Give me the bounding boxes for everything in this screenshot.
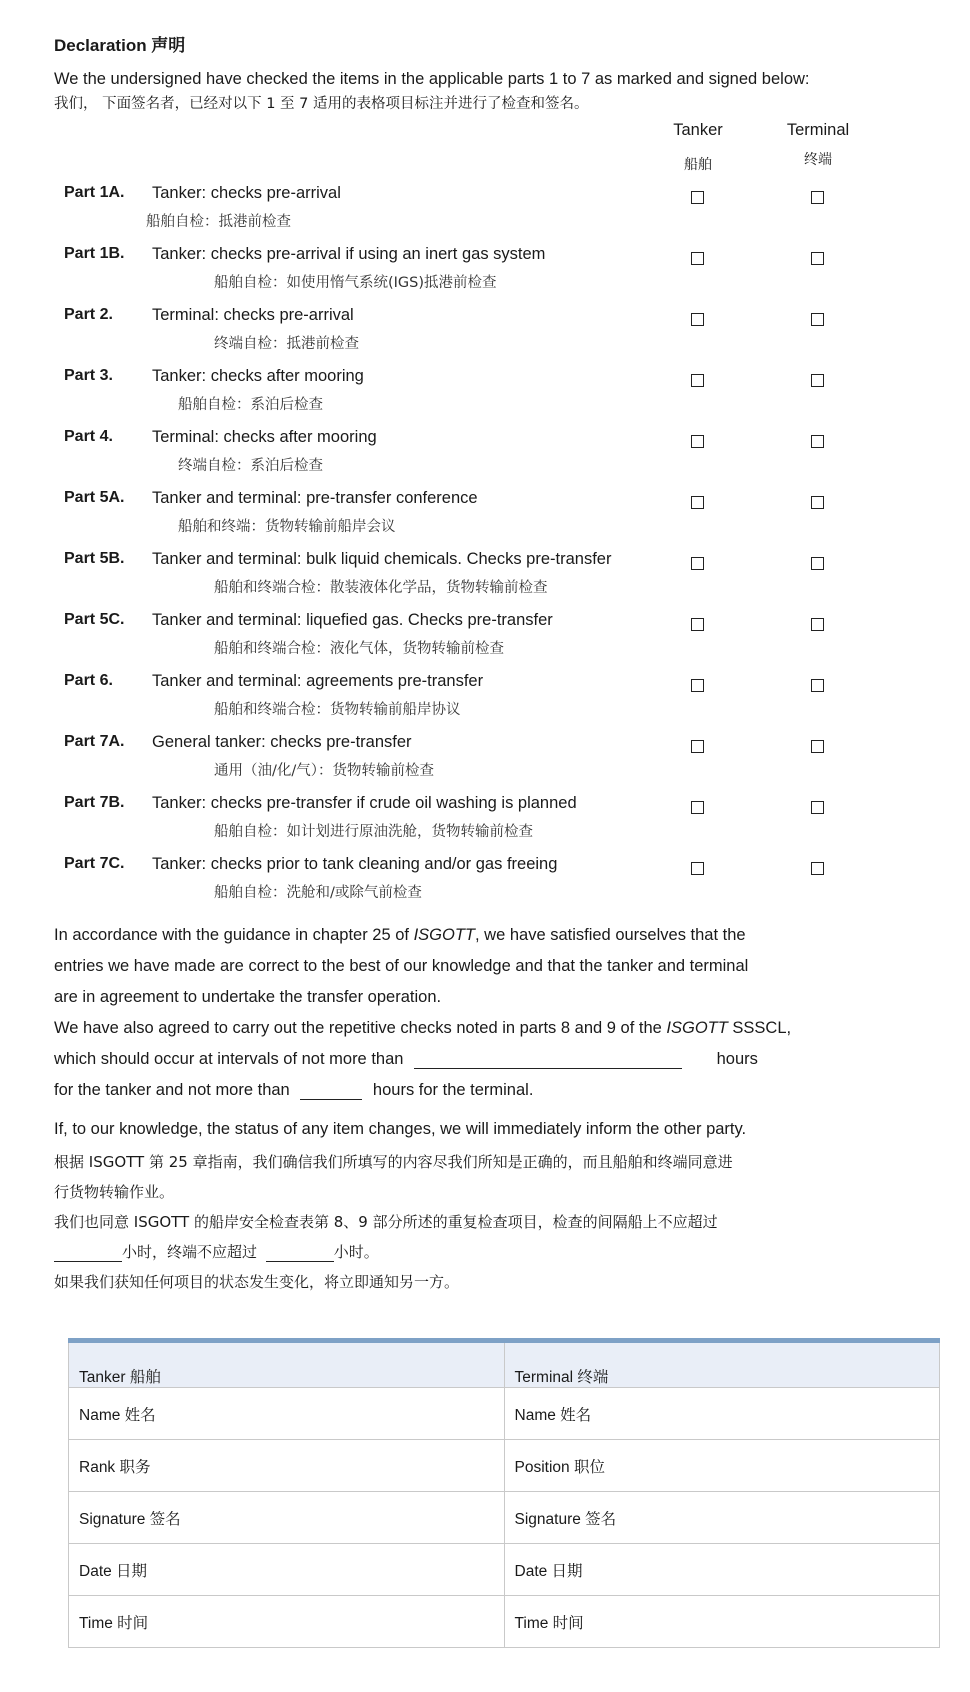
terminal-checkbox[interactable] (811, 801, 824, 814)
agreement-paragraph-2-line-2: which should occur at intervals of not more than hours (54, 1050, 758, 1068)
tanker-name-field[interactable]: Name 姓名 (69, 1388, 505, 1440)
tanker-checkbox[interactable] (691, 679, 704, 692)
part-description-en: Tanker: checks pre-transfer if crude oil washing is planned (152, 794, 577, 812)
terminal-position-field[interactable]: Position 职位 (504, 1440, 940, 1492)
terminal-checkbox[interactable] (811, 557, 824, 570)
part-description-en: Tanker: checks after mooring (152, 367, 364, 385)
part-label: Part 3. (64, 367, 113, 384)
tanker-date-field[interactable]: Date 日期 (69, 1544, 505, 1596)
part-label: Part 1B. (64, 245, 125, 262)
terminal-checkbox[interactable] (811, 191, 824, 204)
part-description-zh: 船舶和终端：货物转输前船岸会议 (178, 519, 396, 535)
signature-row (69, 1544, 940, 1596)
signature-table (68, 1338, 940, 1648)
agreement-paragraph-2-line-3: for the tanker and not more than hours for the terminal. (54, 1081, 534, 1099)
tanker-checkbox[interactable] (691, 557, 704, 570)
tanker-checkbox[interactable] (691, 252, 704, 265)
part-label: Part 7C. (64, 855, 125, 872)
part-label: Part 5B. (64, 550, 125, 567)
tanker-hours-blank[interactable] (414, 1052, 682, 1069)
part-description-en: General tanker: checks pre-transfer (152, 733, 412, 751)
page-title: Declaration 声明 (54, 36, 186, 55)
part-label: Part 7A. (64, 733, 125, 750)
tanker-checkbox[interactable] (691, 435, 704, 448)
part-description-zh: 船舶自检：如计划进行原油洗舱，货物转输前检查 (214, 824, 533, 840)
tanker-rank-field[interactable]: Rank 职务 (69, 1440, 505, 1492)
tanker-signature-field[interactable]: Signature 签名 (69, 1492, 505, 1544)
part-label: Part 5C. (64, 611, 125, 628)
tanker-checkbox[interactable] (691, 801, 704, 814)
signature-row (69, 1596, 940, 1648)
terminal-checkbox[interactable] (811, 740, 824, 753)
tanker-checkbox[interactable] (691, 740, 704, 753)
part-description-zh: 船舶和终端合检：液化气体，货物转输前检查 (214, 641, 504, 657)
part-description-en: Terminal: checks after mooring (152, 428, 377, 446)
part-description-en: Terminal: checks pre-arrival (152, 306, 354, 324)
part-description-zh: 通用（油/化/气）：货物转输前检查 (214, 763, 435, 779)
tanker-signature-header: Tanker 船舶 (69, 1341, 505, 1388)
part-description-en: Tanker and terminal: bulk liquid chemicals. Checks pre-transfer (152, 550, 612, 568)
part-label: Part 2. (64, 306, 113, 323)
tanker-checkbox[interactable] (691, 191, 704, 204)
terminal-checkbox[interactable] (811, 435, 824, 448)
signature-row (69, 1388, 940, 1440)
part-label: Part 4. (64, 428, 113, 445)
tanker-time-field[interactable]: Time 时间 (69, 1596, 505, 1648)
terminal-name-field[interactable]: Name 姓名 (504, 1388, 940, 1440)
part-description-en: Tanker and terminal: pre-transfer conference (152, 489, 478, 507)
terminal-checkbox[interactable] (811, 618, 824, 631)
terminal-checkbox[interactable] (811, 679, 824, 692)
part-label: Part 1A. (64, 184, 125, 201)
signature-row (69, 1492, 940, 1544)
part-description-en: Tanker and terminal: agreements pre-transfer (152, 672, 484, 690)
intro-text-en: We the undersigned have checked the items in the applicable parts 1 to 7 as marked and signed below: (54, 70, 810, 88)
part-description-zh: 船舶自检：抵港前检查 (146, 214, 291, 230)
terminal-checkbox[interactable] (811, 374, 824, 387)
agreement-zh-line-3: 我们也同意 ISGOTT 的船岸安全检查表第 8、9 部分所述的重复检查项目，检查的间隔船上不应超过 (54, 1213, 718, 1231)
part-description-zh: 船舶自检：洗舱和/或除气前检查 (214, 885, 422, 901)
tanker-checkbox[interactable] (691, 618, 704, 631)
part-description-zh: 船舶自检：如使用惰气系统(IGS)抵港前检查 (214, 275, 497, 291)
part-label: Part 6. (64, 672, 113, 689)
terminal-signature-header: Terminal 终端 (504, 1341, 940, 1388)
terminal-date-field[interactable]: Date 日期 (504, 1544, 940, 1596)
tanker-hours-blank-zh[interactable] (54, 1245, 122, 1262)
terminal-signature-field[interactable]: Signature 签名 (504, 1492, 940, 1544)
agreement-zh-line-1: 根据 ISGOTT 第 25 章指南，我们确信我们所填写的内容尽我们所知是正确的，而且船舶和终端同意进 (54, 1153, 733, 1171)
agreement-paragraph-1-line-1: In accordance with the guidance in chapter 25 of ISGOTT, we have satisfied ourselves that the (54, 926, 746, 944)
agreement-paragraph-3: If, to our knowledge, the status of any item changes, we will immediately inform the other party. (54, 1120, 747, 1138)
part-description-en: Tanker: checks pre-arrival (152, 184, 341, 202)
terminal-checkbox[interactable] (811, 313, 824, 326)
signature-row (69, 1440, 940, 1492)
terminal-checkbox[interactable] (811, 862, 824, 875)
part-description-en: Tanker: checks prior to tank cleaning and/or gas freeing (152, 855, 558, 873)
tanker-checkbox[interactable] (691, 313, 704, 326)
part-description-zh: 终端自检：系泊后检查 (178, 458, 323, 474)
part-label: Part 7B. (64, 794, 125, 811)
terminal-checkbox[interactable] (811, 496, 824, 509)
column-header-terminal: Terminal (786, 121, 850, 139)
agreement-paragraph-1-line-2: entries we have made are correct to the best of our knowledge and that the tanker and terminal (54, 957, 749, 975)
agreement-zh-line-2: 行货物转输作业。 (54, 1183, 175, 1201)
agreement-zh-line-5: 如果我们获知任何项目的状态发生变化，将立即通知另一方。 (54, 1273, 460, 1291)
tanker-checkbox[interactable] (691, 496, 704, 509)
part-description-zh: 船舶自检：系泊后检查 (178, 397, 323, 413)
column-header-terminal-zh: 终端 (804, 152, 832, 168)
terminal-checkbox[interactable] (811, 252, 824, 265)
column-header-tanker-zh: 船舶 (684, 157, 712, 173)
tanker-checkbox[interactable] (691, 862, 704, 875)
part-description-zh: 终端自检：抵港前检查 (214, 336, 359, 352)
terminal-hours-blank[interactable] (300, 1083, 362, 1100)
agreement-paragraph-1-line-3: are in agreement to undertake the transfer operation. (54, 988, 442, 1006)
agreement-paragraph-2-line-1: We have also agreed to carry out the repetitive checks noted in parts 8 and 9 of the ISGOTT SSSCL, (54, 1019, 792, 1037)
terminal-hours-blank-zh[interactable] (266, 1245, 334, 1262)
agreement-zh-line-4: 小时，终端不应超过 小时。 (54, 1241, 379, 1262)
tanker-checkbox[interactable] (691, 374, 704, 387)
part-description-zh: 船舶和终端合检：货物转输前船岸协议 (214, 702, 461, 718)
part-description-en: Tanker and terminal: liquefied gas. Checks pre-transfer (152, 611, 553, 629)
part-description-en: Tanker: checks pre-arrival if using an inert gas system (152, 245, 546, 263)
column-header-tanker: Tanker (673, 121, 723, 139)
terminal-time-field[interactable]: Time 时间 (504, 1596, 940, 1648)
part-label: Part 5A. (64, 489, 125, 506)
part-description-zh: 船舶和终端合检：散装液体化学品，货物转输前检查 (214, 580, 548, 596)
intro-text-zh: 我们， 下面签名者，已经对以下 1 至 7 适用的表格项目标注并进行了检查和签名。 (54, 96, 589, 112)
